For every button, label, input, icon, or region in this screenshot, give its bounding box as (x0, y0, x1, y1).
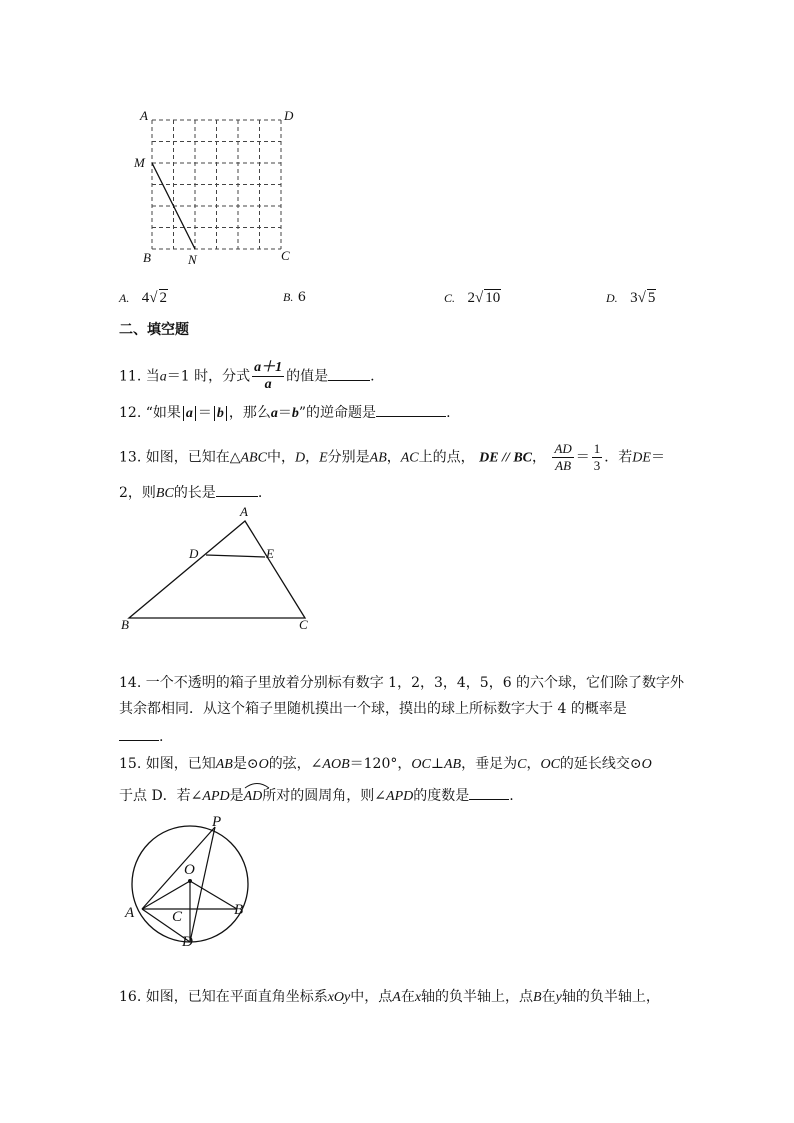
circ-label-C: C (172, 909, 183, 925)
label-A: A (140, 108, 148, 123)
tri-label-E: E (266, 546, 274, 561)
label-N: N (188, 252, 197, 267)
answer-blank[interactable] (119, 726, 159, 741)
choice-b (283, 289, 306, 305)
question-16: 16. 如图，已知在平面直角坐标系xOy中，点A在x轴的负半轴上，点B在y轴的负半轴上， (119, 989, 660, 1005)
label-D: D (284, 108, 294, 123)
grid-figure (130, 105, 310, 265)
answer-blank[interactable] (376, 402, 446, 417)
question-14-line3: . (119, 726, 163, 747)
arc-AD: AD (244, 784, 263, 807)
fraction: $\frac{a+1}{a}$ (254, 360, 283, 392)
grid-svg (130, 105, 310, 265)
tri-label-B: B (121, 617, 129, 632)
choice-letter: B. (283, 290, 294, 304)
choice-letter: A. (119, 291, 130, 305)
triangle-figure (118, 504, 318, 635)
fraction-one-third: $\frac{1}{3}$ (593, 441, 601, 473)
question-14-line2: 其余都相同．从这个箱子里随机摸出一个球，摸出的球上所标数字大于 4 的概率是 (119, 701, 627, 717)
question-12: 12. “如果 a ＝ b ，那么a＝b”的逆命题是 . (119, 402, 451, 424)
section-title: 二、填空题 (119, 322, 189, 338)
question-11: 11. 当a＝1 时，分式 $\frac{a+1}{a}$ 的值是 . (119, 360, 375, 392)
choice-value: 3√ 5 (630, 290, 656, 306)
label-B: B (143, 250, 151, 265)
question-14-line1: 14. 一个不透明的箱子里放着分别标有数字 1，2，3，4，5，6 的六个球，它们除了数字外 (119, 675, 685, 691)
question-15-line1: 15. 如图，已知AB是⊙O的弦，∠AOB＝120°，OC⊥AB，垂足为C，OC的延长线交⊙O (119, 756, 652, 772)
circ-label-A: A (125, 905, 135, 921)
label-M: M (134, 155, 145, 170)
label-C: C (281, 248, 290, 263)
tri-label-A: A (240, 504, 248, 519)
choice-value: 2√ 10 (467, 290, 501, 306)
choice-a (119, 289, 168, 307)
question-15-line2: 于点 D．若∠APD是 AD所对的圆周角，则∠APD的度数是 . (119, 784, 514, 807)
circ-label-P: P (212, 814, 222, 830)
circ-label-O: O (184, 862, 195, 878)
tri-label-C: C (299, 617, 308, 632)
circ-label-B: B (234, 902, 244, 918)
answer-blank[interactable] (469, 785, 509, 800)
question-13-line1: 13. 如图，已知在△ABC中，D，E分别是AB，AC上的点， DE // BC， $\frac{AD}{AB}$ ＝ $\frac{1}{3}$ ．若DE＝ (119, 441, 665, 473)
choice-d (606, 289, 656, 307)
choice-letter: D. (606, 291, 618, 305)
choice-value: 4√ 2 (141, 290, 168, 306)
triangle-svg (118, 510, 318, 635)
answer-blank[interactable] (328, 366, 370, 381)
choice-letter: C. (444, 291, 456, 305)
answer-blank[interactable] (216, 482, 258, 497)
tri-label-D: D (189, 546, 199, 561)
choice-value: 6 (297, 290, 307, 305)
circ-label-D: D (182, 934, 193, 950)
choice-c (444, 289, 501, 307)
fraction-ad-ab: $\frac{AD}{AB}$ (554, 441, 572, 473)
circle-svg (120, 812, 270, 957)
question-13-line2: 2，则BC的长是 . (119, 482, 262, 504)
circle-figure (120, 812, 270, 957)
